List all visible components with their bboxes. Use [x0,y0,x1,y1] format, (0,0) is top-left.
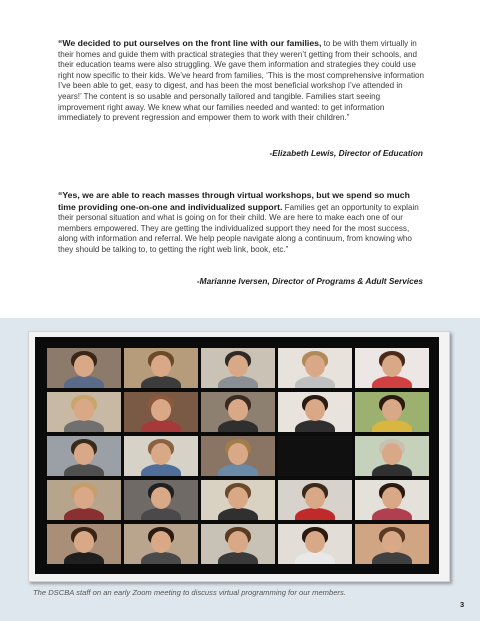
participant-video-tile [278,348,352,388]
participant-video-tile [201,392,275,432]
quote-body: Families get an opportunity to explain their personal situation and what is going on for their child. We are here to make each one of our members empowered. They are getting the individualized support they need for the most success, along with information and referral. We help people navigate along a continuum, from knowing who they should be talking to, to getting the right web link, book, etc.” [58,202,419,254]
participant-video-tile [278,392,352,432]
zoom-meeting-photo [28,331,450,582]
participant-video-tile [201,348,275,388]
participant-video-tile [355,392,429,432]
participant-video-tile [201,480,275,520]
quote-lead: “We decided to put ourselves on the front line with our families, [58,38,322,48]
page-number: 3 [460,600,465,609]
zoom-video-grid [35,337,439,574]
participant-video-tile [124,348,198,388]
quote-attribution: -Elizabeth Lewis, Director of Education [269,148,423,158]
participant-video-tile [201,436,275,476]
participant-video-tile [355,480,429,520]
participant-video-tile [124,480,198,520]
participant-video-tile [124,436,198,476]
participant-video-tile [47,348,121,388]
participant-video-tile [355,524,429,564]
participant-video-tile [278,524,352,564]
quote-lead: “Yes, we are able to reach masses through virtual workshops, but we spend so much time providing one-on-one and individualized support. [58,190,410,212]
participant-video-tile [47,524,121,564]
participant-video-tile [124,392,198,432]
quote-marianne-iversen [58,190,426,256]
participant-video-tile [47,436,121,476]
quote-body: to be with them virtually in their homes and guide them with practical strategies that they weren’t getting from their schools, and their education teams were also struggling. We gave them information and strategies they could use right now specific to their kids. We’ve heard from families, ‘This is the most comprehensive information I’ve been able to get, easy to digest, and has been the most beneficial workshop I’ve attended in years!’ The content is so usable and personally tailored and tangible. Families start seeing improvement right away. We knew what our families needed and wanted: to get information immediately to prevent regression and empower them to work with their children.” [58,39,425,123]
quote-attribution: -Marianne Iversen, Director of Programs & Adult Services [196,276,423,286]
quote-elizabeth-lewis [58,38,426,124]
participant-video-tile [355,436,429,476]
participant-video-tile [355,348,429,388]
photo-caption: The DSCBA staff on an early Zoom meeting to discuss virtual programming for our members. [33,588,346,597]
participant-video-tile [278,480,352,520]
participant-video-tile [47,392,121,432]
participant-video-tile [278,436,352,476]
participant-video-tile [124,524,198,564]
participant-video-tile [47,480,121,520]
participant-video-tile [201,524,275,564]
